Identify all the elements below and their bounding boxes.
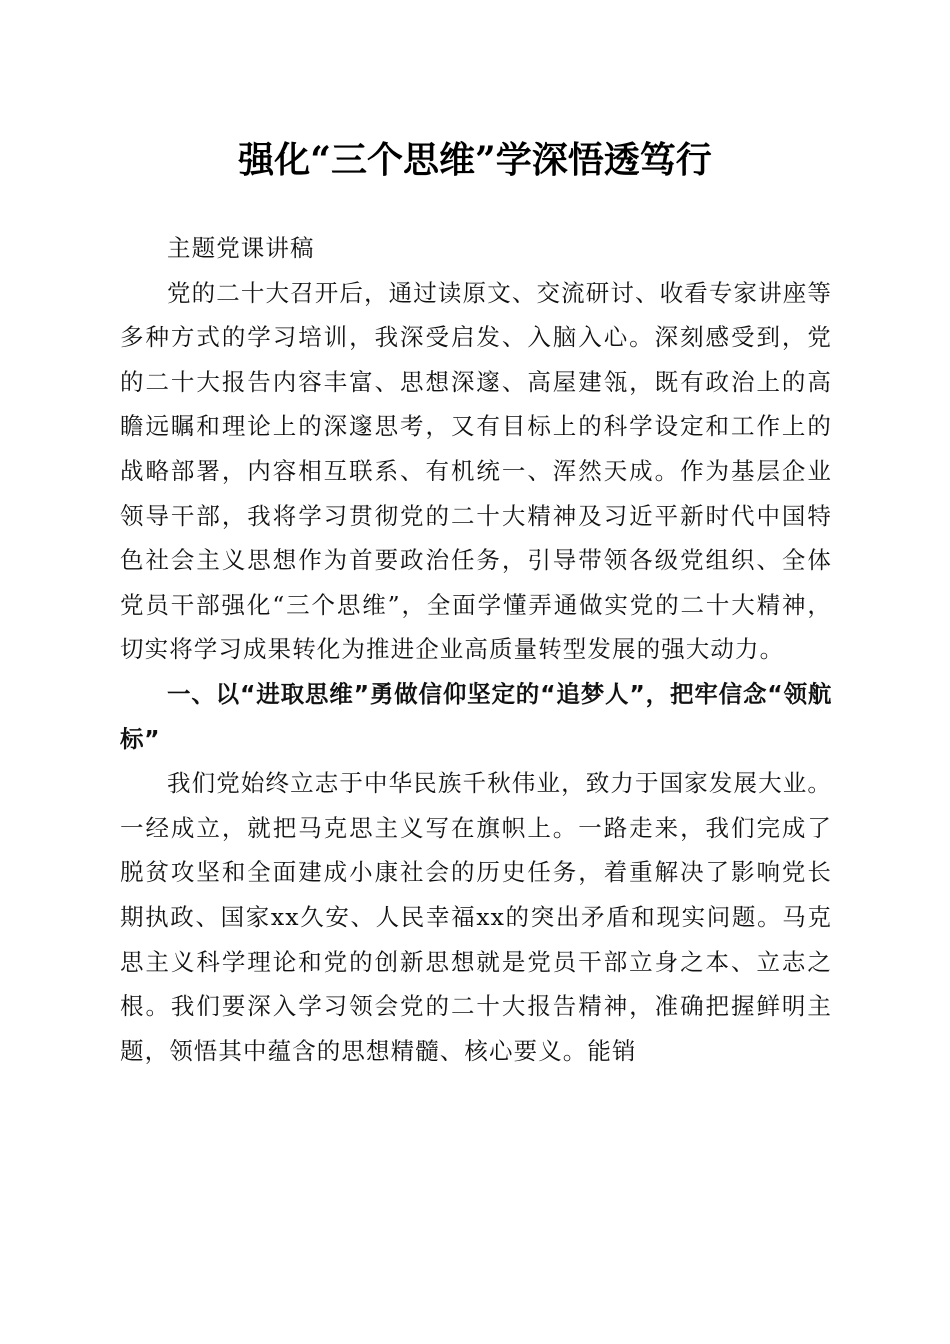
section-heading: 一、以“进取思维”勇做信仰坚定的“追梦人”，把牢信念“领航标” xyxy=(120,679,832,753)
intro-paragraph: 党的二十大召开后，通过读原文、交流研讨、收看专家讲座等多种方式的学习培训，我深受启发、入脑入心。深刻感受到，党的二十大报告内容丰富、思想深邃、高屋建瓴，既有政治上的高瞻远瞩和理论上的深邃思考，又有目标上的科学设定和工作上的战略部署，内容相互联系、有机统一、浑然天成。作为基层企业领导干部，我将学习贯彻党的二十大精神及习近平新时代中国特色社会主义思想作为首要政治任务，引导带领各级党组织、全体党员干部强化“三个思维”，全面学懂弄通做实党的二十大精神，切实将学习成果转化为推进企业高质量转型发展的强大动力。 xyxy=(120,278,832,664)
document-title: 强化“三个思维”学深悟透笃行 xyxy=(238,139,712,181)
section-paragraph: 我们党始终立志于中华民族千秋伟业，致力于国家发展大业。一经成立，就把马克思主义写在旗帜上。一路走来，我们完成了脱贫攻坚和全面建成小康社会的历史任务，着重解决了影响党长期执政、国家xx久安、人民幸福xx的突出矛盾和现实问题。马克思主义科学理论和党的创新思想就是党员干部立身之本、立志之根。我们要深入学习领会党的二十大报告精神，准确把握鲜明主题，领悟其中蕴含的思想精髓、核心要义。能销 xyxy=(120,769,832,1065)
subtitle: 主题党课讲稿 xyxy=(167,234,315,262)
document-body xyxy=(120,226,832,1073)
